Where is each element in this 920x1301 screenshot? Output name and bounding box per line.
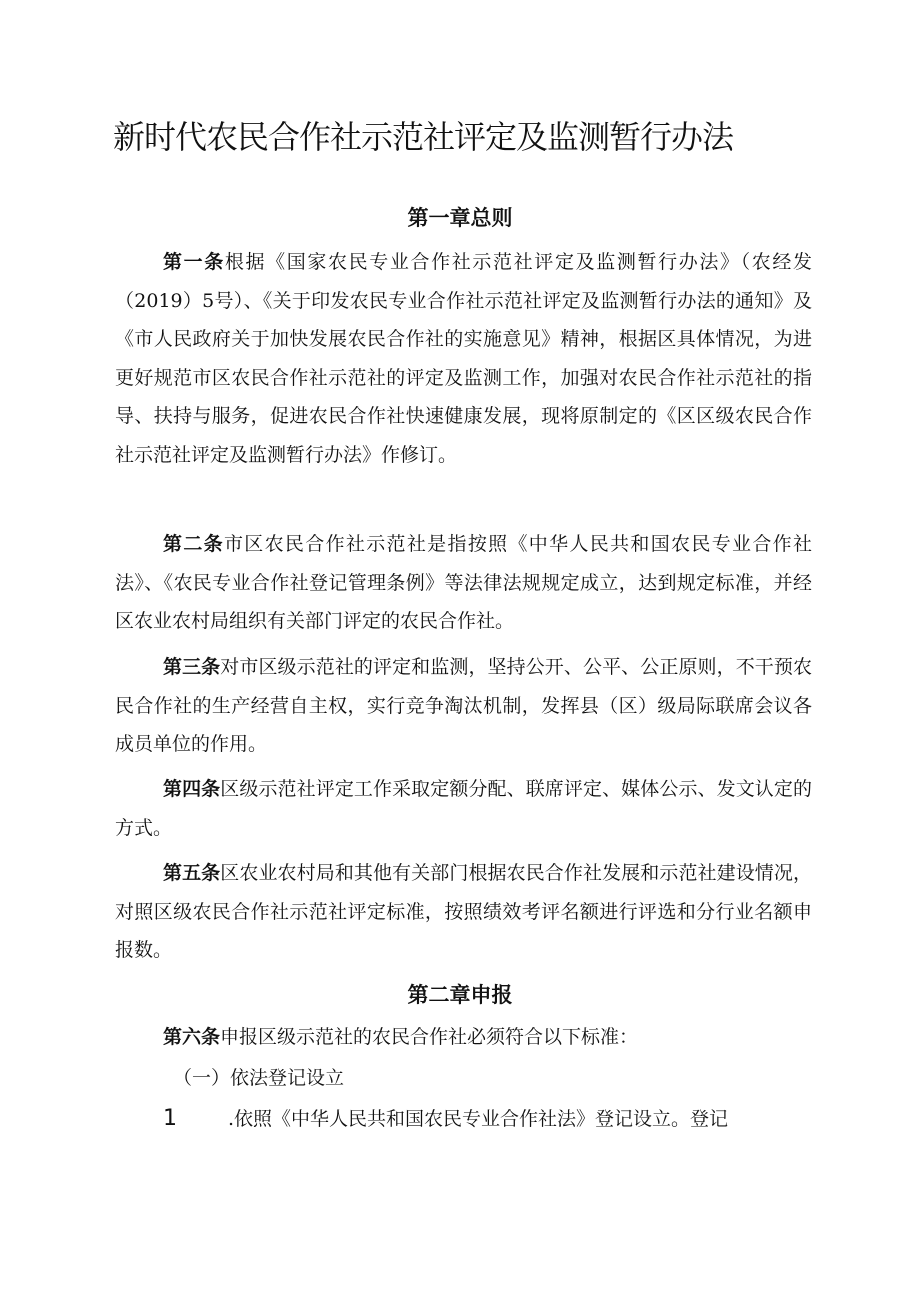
article-2-label: 第二条 xyxy=(163,533,224,555)
article-4-label: 第四条 xyxy=(163,778,221,800)
article-4 xyxy=(115,770,812,847)
article-5-label: 第五条 xyxy=(163,862,221,884)
item-1-1-number: 1 xyxy=(163,1106,177,1131)
article-6-label: 第六条 xyxy=(163,1026,221,1048)
article-1 xyxy=(115,243,812,474)
article-3-label: 第三条 xyxy=(163,656,221,678)
document-title: 新时代农民合作社示范社评定及监测暂行办法 xyxy=(113,118,734,156)
article-2 xyxy=(115,525,812,641)
chapter-2-heading: 第二章申报 xyxy=(407,983,513,1007)
article-5-text: 区农业农村局和其他有关部门根据农民合作社发展和示范社建设情况，对照区级农民合作社示范社评定标准，按照绩效考评名额进行评选和分行业名额申报数。 xyxy=(115,862,812,961)
article-1-label: 第一条 xyxy=(163,251,225,273)
item-1-heading: （一）依法登记设立 xyxy=(173,1067,345,1089)
article-3 xyxy=(115,648,812,764)
item-1-1-text: .依照《中华人民共和国农民专业合作社法》登记设立。登记 xyxy=(228,1108,729,1130)
article-3-text: 对市区级示范社的评定和监测，坚持公开、公平、公正原则，不干预农民合作社的生产经营自主权，实行竞争淘汰机制，发挥县（区）级局际联席会议各成员单位的作用。 xyxy=(115,656,812,755)
article-2-text: 市区农民合作社示范社是指按照《中华人民共和国农民专业合作社法》、《农民专业合作社登记管理条例》等法律法规规定成立，达到规定标准，并经区农业农村局组织有关部门评定的农民合作社。 xyxy=(115,533,812,632)
article-6 xyxy=(115,1018,812,1057)
article-4-text: 区级示范社评定工作采取定额分配、联席评定、媒体公示、发文认定的方式。 xyxy=(115,778,812,839)
article-5 xyxy=(115,854,812,970)
chapter-1-heading: 第一章总则 xyxy=(407,206,513,230)
article-1-text: 根据《国家农民专业合作社示范社评定及监测暂行办法》（农经发（2019）5号）、《关于印发农民专业合作社示范社评定及监测暂行办法的通知》及《市人民政府关于加快发展农民合作社的实施意见》精神，根据区具体情况，为进更好规范市区农民合作社示范社的评定及监测工作，加强对农民合作社示范社的指导、扶持与服务，促进农民合作社快速健康发展，现将原制定的《区区级农民合作社示范社评定及监测暂行办法》作修订。 xyxy=(115,251,812,466)
article-6-text: 申报区级示范社的农民合作社必须符合以下标准： xyxy=(220,1026,639,1048)
